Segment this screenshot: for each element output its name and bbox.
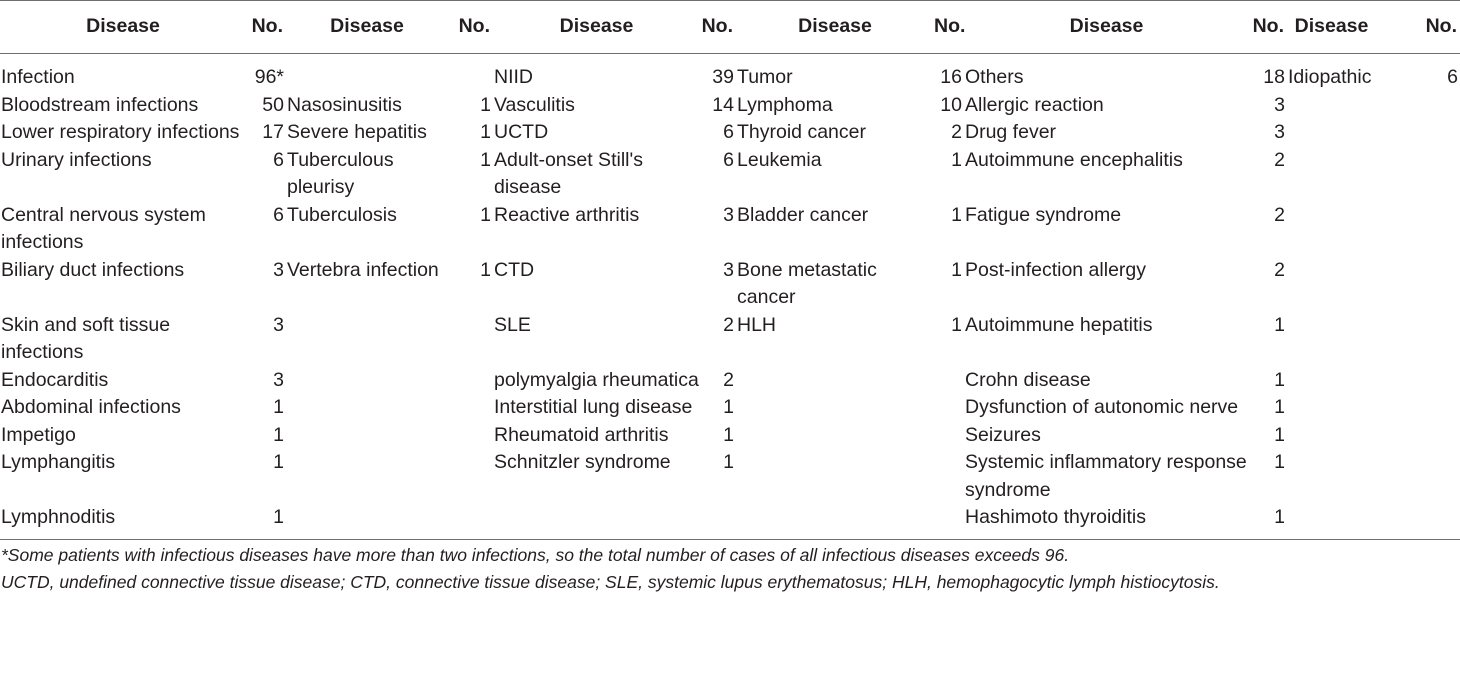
disease-cell [736,504,934,539]
count-cell [448,394,493,422]
disease-cell: Systemic inflammatory response syndrome [965,451,1247,501]
disease-cell: Lower respiratory infections [1,121,240,143]
disease-cell: Lymphangitis [1,451,116,473]
count-cell: 6 [273,148,284,171]
disease-cell [1287,504,1376,539]
table-row [0,312,1460,367]
disease-cell: CTD [494,258,535,281]
disease-cell [286,312,448,367]
count-cell [1376,504,1460,539]
disease-cell [286,449,448,504]
count-cell [700,504,736,539]
count-cell [1376,202,1460,257]
count-cell: 16 [940,66,962,88]
disease-cell: Infection [1,66,75,88]
disease-cell [286,54,448,92]
header-disease: Disease [330,15,404,38]
header-row [0,1,1460,54]
disease-cell: Interstitial lung disease [494,396,693,418]
count-cell [1376,449,1460,504]
disease-cell [1287,312,1376,367]
count-cell: 2 [723,313,734,336]
disease-cell [1287,422,1376,450]
disease-cell [736,394,934,422]
disease-cell: Bloodstream infections [1,93,199,116]
table-row [0,367,1460,395]
table-row [0,449,1460,504]
disease-cell: Autoimmune encephalitis [965,148,1183,171]
disease-cell: Central nervous system infections [1,203,206,253]
disease-cell: UCTD [494,121,549,143]
count-cell [1376,119,1460,147]
disease-cell: Tuberculosis [287,203,397,226]
count-cell: 3 [273,313,284,336]
disease-cell: Severe hepatitis [287,121,427,143]
count-cell: 1 [723,451,734,473]
table-row [0,504,1460,539]
disease-cell: Crohn disease [965,368,1091,391]
header-disease: Disease [86,15,160,38]
disease-cell: Abdominal infections [1,396,181,418]
disease-cell [736,422,934,450]
disease-cell [286,504,448,539]
disease-cell [286,367,448,395]
count-cell: 10 [940,93,962,116]
disease-cell: Hashimoto thyroiditis [965,506,1146,528]
disease-cell: Endocarditis [1,368,109,391]
disease-cell: Rheumatoid arthritis [494,423,669,446]
disease-cell [1287,202,1376,257]
disease-cell: Adult-onset Still's disease [494,148,643,198]
count-cell: 1 [273,396,284,418]
disease-cell: Idiopathic [1288,66,1372,88]
header-count: No. [701,15,733,38]
count-cell: 17 [262,121,284,143]
disease-cell: Dysfunction of autonomic nerve [965,396,1239,418]
count-cell: 1 [480,203,491,226]
disease-cell: NIID [494,66,533,88]
footnote-asterisk: *Some patients with infectious diseases have more than two infections, so the total number of cases of all infectious diseases exceeds 96. [1,544,1070,565]
count-cell [1376,257,1460,312]
disease-cell: Drug fever [965,121,1057,143]
count-cell [448,54,493,92]
header-disease: Disease [798,15,872,38]
table-row [0,147,1460,202]
count-cell: 6 [723,121,734,143]
count-cell [934,449,964,504]
header-count: No. [1252,15,1284,38]
count-cell: 1 [480,258,491,281]
count-cell: 50 [262,93,284,116]
disease-cell [1287,367,1376,395]
count-cell: 1 [480,148,491,171]
disease-cell [1287,394,1376,422]
disease-cell: Tumor [737,66,793,88]
count-cell: 1 [1274,451,1285,473]
header-disease: Disease [1294,15,1369,38]
count-cell: 2 [1274,203,1285,226]
count-cell: 1 [1274,423,1285,446]
disease-cell [1287,147,1376,202]
count-cell [1376,422,1460,450]
count-cell: 1 [273,506,284,528]
count-cell: 2 [1274,148,1285,171]
disease-cell: Bone metastatic cancer [737,258,877,308]
disease-cell [286,422,448,450]
header-count: No. [251,15,283,38]
disease-cell: Thyroid cancer [737,121,866,143]
count-cell: 14 [712,93,734,116]
count-cell [1376,394,1460,422]
count-cell: 1 [1274,396,1285,418]
count-cell [1376,147,1460,202]
count-cell: 3 [723,258,734,281]
disease-cell: HLH [737,313,777,336]
count-cell: 1 [723,396,734,418]
disease-cell: Autoimmune hepatitis [965,313,1153,336]
count-cell: 3 [723,203,734,226]
count-cell: 3 [273,368,284,391]
count-cell: 1 [1274,506,1285,528]
header-count: No. [1425,15,1457,38]
disease-cell: Lymphnoditis [1,506,116,528]
table-row [0,92,1460,120]
disease-cell: Biliary duct infections [1,258,185,281]
count-cell: 1 [480,121,491,143]
disease-cell [1287,119,1376,147]
count-cell: 1 [951,203,962,226]
header-disease: Disease [559,15,634,38]
count-cell [934,422,964,450]
disease-cell: Post-infection allergy [965,258,1147,281]
count-cell: 1 [273,451,284,473]
header-count: No. [934,15,966,38]
disease-cell: Nasosinusitis [287,93,402,116]
disease-cell: Seizures [965,423,1041,446]
count-cell: 3 [1274,93,1285,116]
count-cell [448,312,493,367]
disease-cell [1287,92,1376,120]
count-cell: 39 [712,66,734,88]
count-cell: 1 [1274,368,1285,391]
count-cell: 6 [723,148,734,171]
count-cell [1376,367,1460,395]
disease-cell: Vasculitis [494,93,575,116]
disease-cell: SLE [494,313,531,336]
count-cell: 2 [723,368,734,391]
disease-cell [736,449,934,504]
count-cell: 96* [254,66,284,88]
count-cell: 2 [1274,258,1285,281]
disease-cell [1287,449,1376,504]
disease-cell [286,394,448,422]
count-cell: 6 [1447,66,1458,88]
table-row [0,394,1460,422]
count-cell: 1 [951,258,962,281]
table-body [0,54,1460,540]
disease-cell [493,504,700,539]
count-cell: 18 [1263,66,1285,88]
disease-cell: Fatigue syndrome [965,203,1122,226]
disease-cell: Urinary infections [1,148,152,171]
table-row [0,54,1460,92]
disease-cell [1287,257,1376,312]
disease-cell: Others [965,66,1024,88]
count-cell: 1 [723,423,734,446]
table-row [0,119,1460,147]
count-cell [934,504,964,539]
disease-cell: Tuberculous pleurisy [287,148,394,198]
disease-cell: Leukemia [737,148,822,171]
count-cell [448,422,493,450]
count-cell [448,449,493,504]
count-cell [934,367,964,395]
disease-cell: Lymphoma [737,93,833,116]
count-cell: 1 [1274,313,1285,336]
table-row [0,202,1460,257]
disease-cell: Reactive arthritis [494,203,640,226]
count-cell [448,367,493,395]
count-cell: 3 [273,258,284,281]
count-cell: 1 [951,148,962,171]
table-row [0,422,1460,450]
disease-cell: Skin and soft tissue infections [1,313,171,363]
count-cell: 3 [1274,121,1285,143]
count-cell: 6 [273,203,284,226]
header-count: No. [458,15,490,38]
count-cell [448,504,493,539]
disease-cell: Bladder cancer [737,203,869,226]
table-row [0,257,1460,312]
disease-cell: Impetigo [1,423,76,446]
disease-cell: Allergic reaction [965,93,1104,116]
disease-cell: Schnitzler syndrome [494,451,671,473]
count-cell [1376,312,1460,367]
count-cell: 1 [273,423,284,446]
count-cell: 1 [951,313,962,336]
count-cell: 2 [951,121,962,143]
count-cell [1376,92,1460,120]
disease-cell: Vertebra infection [287,258,439,281]
disease-cell [736,367,934,395]
footnote-abbreviations: UCTD, undefined connective tissue disease; CTD, connective tissue disease; SLE, systemic lupus erythematosus; HLH, hemophagocytic lymph histiocytosis. [1,571,1220,592]
header-disease: Disease [1069,15,1144,38]
count-cell [934,394,964,422]
disease-cell: polymyalgia rheumatica [494,368,699,391]
count-cell: 1 [480,93,491,116]
